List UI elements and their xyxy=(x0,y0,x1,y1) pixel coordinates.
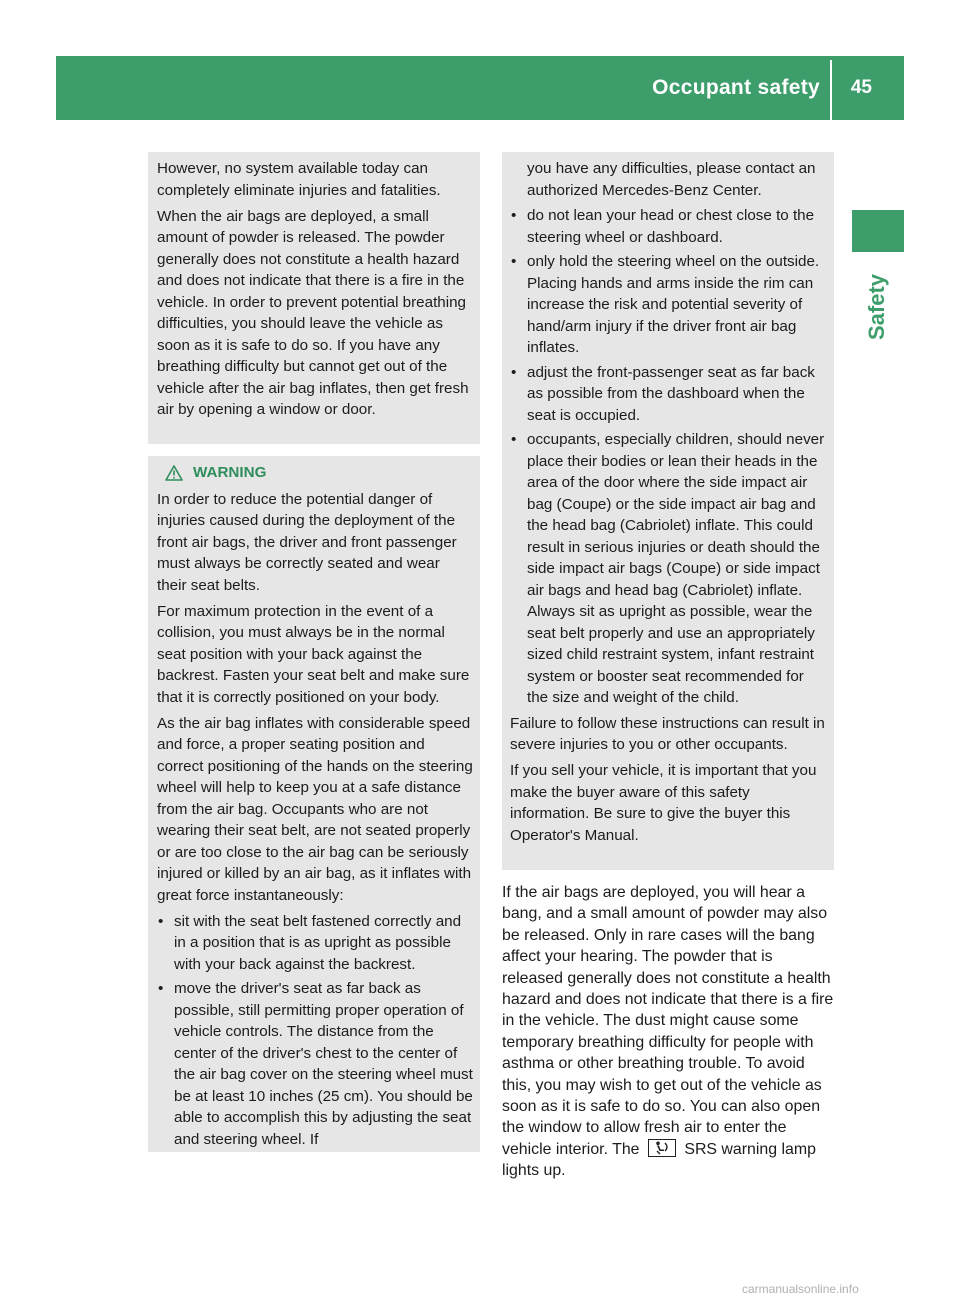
warning-heading-text: WARNING xyxy=(193,464,267,481)
list-item: • occupants, especially children, should never place their bodies or lean their heads in the area of the door where the side impact air bag (Coupe) or the side impact air bag and the head bag (Cabriolet) inflate. This could result in serious injuries or death should the side impact air bags (Coupe) or side impact air bags and head bag (Cabriolet) inflate. Always sit as upright as possible, wear the seat belt properly and use an appropriately sized child restraint system, infant restraint system or booster seat recommended for the size and weight of the child. xyxy=(510,429,828,709)
page-number: 45 xyxy=(850,77,872,98)
body-text-before-icon: If the air bags are deployed, you will hear a bang, and a small amount of powder may also be released. Only in rare cases will the bang affect your hearing. The powder that is released generally does not constitute a health hazard and does not indicate that there is a fire in the vehicle. The dust might cause some temporary breathing difficulty for people with asthma or other breathing trouble. To avoid this, you may wish to get out of the vehicle as soon as it is safe to do so. You can also open the window to allow fresh air to enter the vehicle interior. The xyxy=(502,884,834,1158)
warning-paragraph: For maximum protection in the event of a collision, you must always be in the normal seat position with your back against the backrest. Fasten your seat belt and make sure that it is correctly positioned on your body. xyxy=(157,602,470,706)
info-box xyxy=(148,152,480,444)
srs-airbag-icon xyxy=(648,1139,676,1157)
warning-continued-text: you have any difficulties, please contact an authorized Mercedes-Benz Center. xyxy=(527,160,816,199)
body-text-after-icon: SRS warning lamp lights up. xyxy=(502,1140,816,1180)
section-tab-marker xyxy=(852,210,904,252)
section-label-text: Safety xyxy=(864,273,889,341)
list-item: • only hold the steering wheel on the outside. Placing hands and arms inside the rim can increase the risk and potential severity of hand/arm injury if the driver front air bag inflates. xyxy=(510,251,828,359)
info-paragraph: When the air bags are deployed, a small amount of powder is released. The powder generally does not constitute a health hazard and does not indicate that there is a fire in the vehicle. In order to prevent potential breathing difficulties, you should leave the vehicle as soon as it is safe to do so. If you have any breathing difficulty but cannot get out of the vehicle after the air bag inflates, then get fresh air by opening a window or door. xyxy=(157,207,469,418)
list-item: • sit with the seat belt fastened correctly and in a position that is as upright as possible with your back against the backrest. xyxy=(157,911,473,976)
page-title: Occupant safety xyxy=(652,76,820,99)
warning-box-part1 xyxy=(148,456,480,1152)
body-text xyxy=(502,882,836,1182)
body-paragraph xyxy=(502,882,836,1182)
warning-closing-paragraph: Failure to follow these instructions can result in severe injuries to you or other occupants. xyxy=(510,714,825,753)
list-item: • adjust the front-passenger seat as far back as possible from the dashboard when the seat is occupied. xyxy=(510,362,828,427)
list-item: • do not lean your head or chest close to the steering wheel or dashboard. xyxy=(510,205,828,248)
warning-heading xyxy=(157,462,473,484)
warning-bullet-list xyxy=(510,205,828,709)
warning-paragraph: In order to reduce the potential danger of injuries caused during the deployment of the front air bags, the driver and front passenger must always be correctly seated and wear their seat belts. xyxy=(157,490,457,594)
watermark: carmanualsonline.info xyxy=(742,1282,859,1296)
section-tab-label xyxy=(850,262,904,352)
warning-paragraph: As the air bag inflates with considerable speed and force, a proper seating position and correct positioning of the hands on the steering wheel will help to keep you at a safe distance from the air bag. Occupants who are not wearing their seat belt, are not seated properly or are too close to the air bag can be seriously injured or killed by an air bag, as it inflates with great force instantaneously: xyxy=(157,714,473,904)
warning-box-part2 xyxy=(502,152,834,870)
header-bar xyxy=(56,56,904,120)
list-item: • move the driver's seat as far back as possible, still permitting proper operation of vehicle controls. The distance from the center of the driver's chest to the center of the air bag cover on the steering wheel must be at least 10 inches (25 cm). You should be able to accomplish this by adjusting the seat and steering wheel. If xyxy=(157,978,473,1150)
warning-closing-paragraph: If you sell your vehicle, it is important that you make the buyer aware of this safety information. Be sure to give the buyer this Operator's Manual. xyxy=(510,762,817,844)
info-paragraph: However, no system available today can completely eliminate injuries and fatalities. xyxy=(157,160,441,199)
warning-triangle-icon xyxy=(165,465,183,481)
header-divider xyxy=(830,60,832,120)
warning-bullet-list xyxy=(157,911,473,1151)
